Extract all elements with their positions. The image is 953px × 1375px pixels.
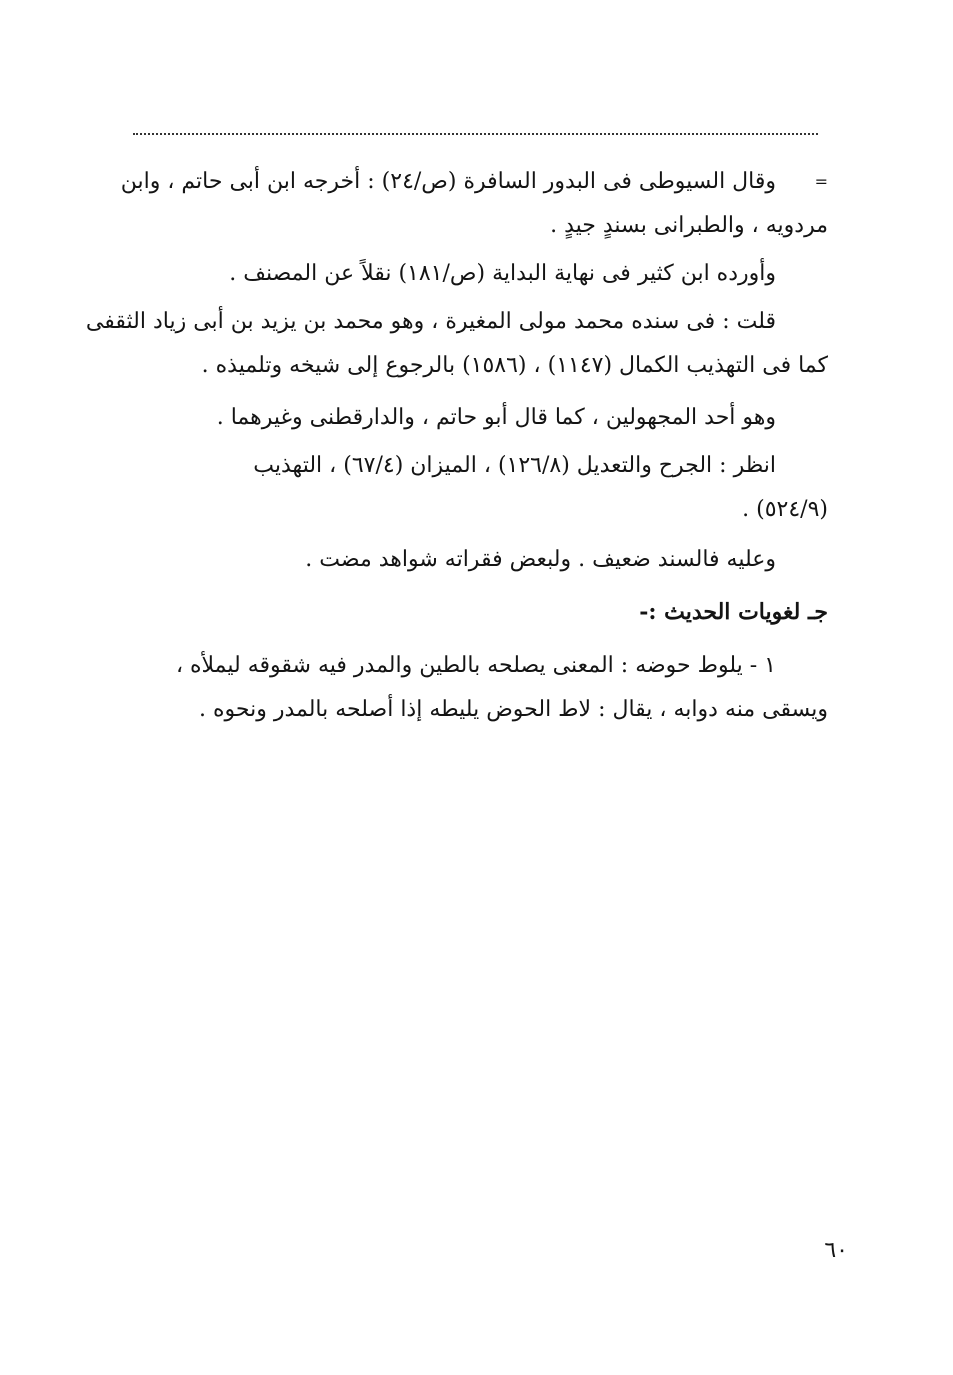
paragraph-text: وأورده ابن كثير فى نهاية البداية (ص/١٨١) نقلاً عن المصنف .	[229, 261, 776, 286]
paragraph-text: وعليه فالسند ضعيف . ولبعض فقراته شواهد مضت .	[305, 547, 776, 572]
paragraph-line-2: كما فى التهذيب الكمال (١١٤٧) ، (١٥٨٦) بالرجوع إلى شيخه وتلميذه .	[201, 353, 828, 378]
paragraph-ibn-kathir	[128, 252, 828, 296]
paragraph-vocabulary	[128, 644, 828, 732]
footnote-separator	[133, 133, 818, 135]
continuation-marker: =	[814, 172, 828, 191]
footnote-line-2: مردويه ، والطبرانى بسندٍ جيدٍ .	[550, 213, 828, 238]
paragraph-line-1: ١ - يلوط حوضه : المعنى يصلحه بالطين والمدر فيه شقوقه ليملأه ،	[175, 653, 776, 678]
paragraph-text: وهو أحد المجهولين ، كما قال أبو حاتم ، والدارقطنى وغيرهما .	[216, 405, 776, 430]
paragraph-line-2: (٥٢٤/٩) .	[742, 497, 828, 522]
section-heading	[128, 590, 828, 634]
paragraph-line-2: ويسقى منه دوابه ، يقال : لاط الحوض يليطه إذا أصلحه بالمدر ونحوه .	[199, 697, 828, 722]
paragraph-conclusion	[128, 538, 828, 582]
page-number: ٦٠	[824, 1238, 848, 1263]
paragraph-line-1: انظر : الجرح والتعديل (١٢٦/٨) ، الميزان (٦٧/٤) ، التهذيب	[253, 453, 776, 478]
paragraph-qultu	[85, 300, 828, 388]
paragraph-line-1: قلت : فى سنده محمد مولى المغيرة ، وهو محمد بن يزيد بن أبى زياد الثقفى	[85, 309, 776, 334]
heading-text: جـ لغويات الحديث :-	[639, 599, 828, 625]
footnote-line-1: وقال السيوطى فى البدور السافرة (ص/٢٤) : أخرجه ابن أبى حاتم ، وابن	[120, 169, 776, 194]
footnote-continuation	[120, 160, 828, 248]
paragraph-majhul	[128, 396, 828, 440]
paragraph-references	[128, 444, 828, 532]
